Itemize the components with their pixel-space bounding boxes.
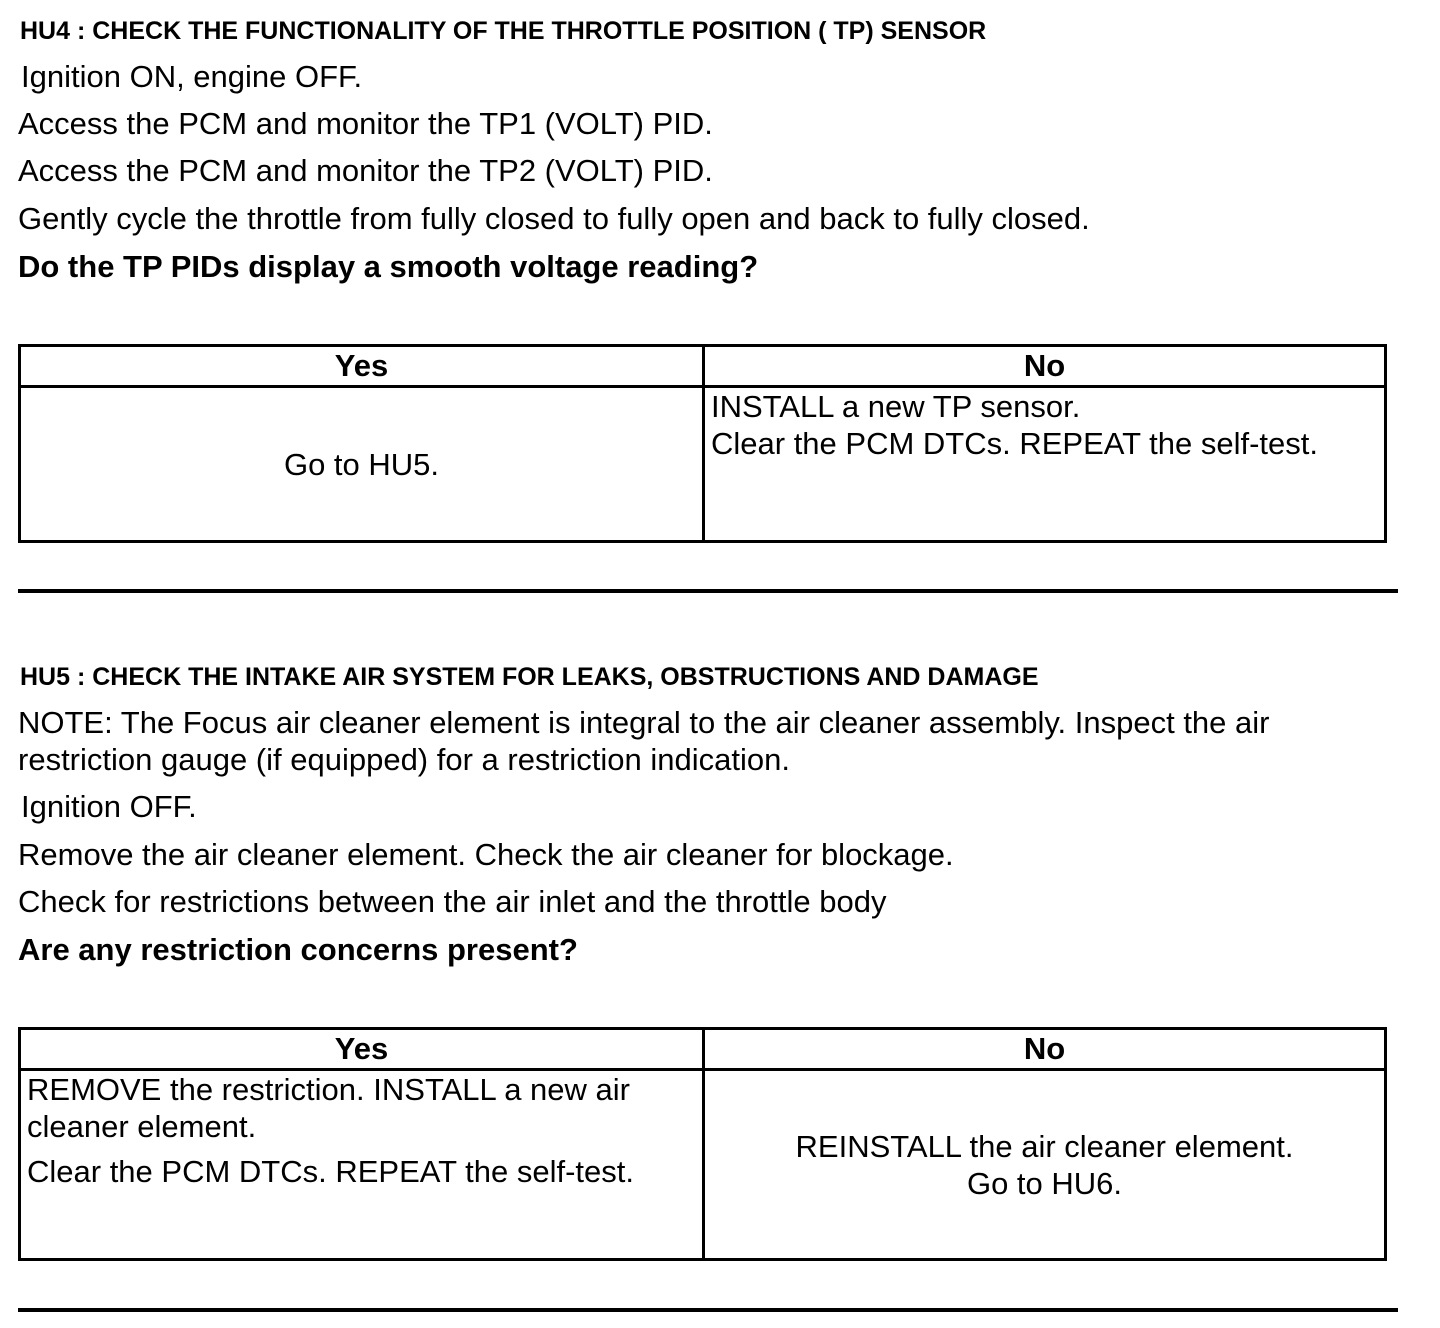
hu5-no-cell [704, 1070, 1386, 1260]
hu5-decision-table [18, 1027, 1387, 1261]
hu5-step-3: Check for restrictions between the air inlet and the throttle body [18, 884, 887, 919]
hu4-no-cell [704, 387, 1386, 542]
hu5-yes-cell [20, 1070, 704, 1260]
hu4-step-4: Gently cycle the throttle from fully closed to fully open and back to fully closed. [18, 201, 1090, 236]
hu4-yes-cell [20, 387, 704, 542]
hu5-step-2: Remove the air cleaner element. Check the air cleaner for blockage. [18, 837, 954, 872]
hu4-no-line-1: INSTALL a new TP sensor. [711, 389, 1081, 424]
hu5-yes-header: Yes [20, 1029, 704, 1070]
hu5-yes-line-2: cleaner element. [27, 1109, 257, 1144]
hu4-decision-table [18, 344, 1387, 543]
hu4-step-2: Access the PCM and monitor the TP1 (VOLT) PID. [18, 106, 713, 141]
hu5-question: Are any restriction concerns present? [18, 932, 578, 967]
hu4-no-line-2: Clear the PCM DTCs. REPEAT the self-test. [711, 426, 1318, 461]
hu4-yes-header: Yes [20, 346, 704, 387]
hu5-no-header: No [704, 1029, 1386, 1070]
hu4-heading: HU4 : CHECK THE FUNCTIONALITY OF THE THROTTLE POSITION ( TP) SENSOR [20, 17, 987, 45]
hu4-step-3: Access the PCM and monitor the TP2 (VOLT) PID. [18, 153, 713, 188]
hu5-no-line-2: Go to HU6. [966, 1165, 1123, 1201]
hu4-yes-text: Go to HU5. [283, 446, 440, 482]
hu5-yes-line-3: Clear the PCM DTCs. REPEAT the self-test. [27, 1154, 634, 1189]
section-divider-1 [18, 589, 1398, 593]
hu5-no-line-1: REINSTALL the air cleaner element. [795, 1128, 1294, 1164]
hu4-no-header: No [704, 346, 1386, 387]
hu4-step-1: Ignition ON, engine OFF. [21, 59, 363, 94]
hu5-note-line-2: restriction gauge (if equipped) for a restriction indication. [18, 742, 790, 777]
hu5-note-line-1: NOTE: The Focus air cleaner element is integral to the air cleaner assembly. Inspect the air [18, 705, 1270, 740]
hu5-heading: HU5 : CHECK THE INTAKE AIR SYSTEM FOR LEAKS, OBSTRUCTIONS AND DAMAGE [20, 663, 1039, 691]
hu4-question: Do the TP PIDs display a smooth voltage reading? [18, 249, 759, 284]
hu5-step-1: Ignition OFF. [21, 789, 197, 824]
hu5-yes-line-1: REMOVE the restriction. INSTALL a new air [27, 1072, 630, 1107]
section-divider-2 [18, 1308, 1398, 1312]
